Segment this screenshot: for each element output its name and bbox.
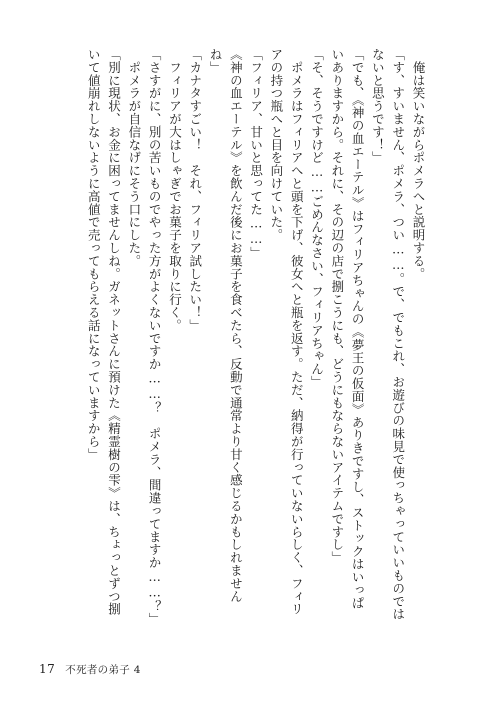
text-line: 俺は笑いながらポメラへと説明する。 — [411, 60, 426, 281]
text-line: 「別に現状、お金に困ってませんしね。ガネットさんに預けた《精霊樹の雫》は、ちょっとずつ捌 — [106, 48, 122, 616]
text-line: いて値崩れしないように高値で売ってもらえる話になっていますから」 — [86, 48, 102, 461]
text-line: 「でも、《神の血エーテル》はフィリアちゃんの《夢王の仮面》ありきですし、ストックはいっぱ — [350, 48, 366, 610]
text-line: アの持つ瓶へと目を向けていた。 — [268, 48, 284, 242]
page-footer — [39, 662, 141, 677]
text-line: ないと思うです！」 — [370, 48, 386, 165]
text-line: いありますから。それに、その辺の店で捌こうにも、どうにもならないアイテムですし」 — [329, 48, 345, 564]
text-line: ね」 — [208, 48, 224, 74]
text-line: 《神の血エーテル》を飲んだ後にお菓子を食べたら、反動で通常より甘く感じるかもしれません — [228, 48, 244, 603]
text-line: 「す、すいません、ポメラ、つい……。で、でもこれ、お遊びの味見で使っちゃっていいものでは — [390, 48, 406, 621]
text-line: 「そ、そうですけど……ごめんなさい、フィリアちゃん」 — [309, 48, 325, 389]
vertical-text-body — [68, 48, 428, 638]
text-line: 「カナタすごい！ それ、フィリア試したい！」 — [187, 48, 203, 332]
book-title: 不死者の弟子 4 — [65, 664, 141, 676]
text-line: ポメラはフィリアへと頭を下げ、彼女へと瓶を返す。ただ、納得が行っていないらしく、フィリ — [289, 60, 305, 616]
text-line: ポメラが自信なげにそう口にした。 — [126, 60, 142, 268]
text-line: 「さすがに、別の苦いものでやった方がよくないですか……？ ポメラ、間違ってますか……？」 — [147, 48, 163, 626]
page-number: 17 — [39, 662, 56, 676]
text-line: フィリアが大はしゃぎでお菓子を取りに行く。 — [167, 60, 183, 332]
text-line: 「フィリア、甘いと思ってた……」 — [248, 48, 264, 260]
